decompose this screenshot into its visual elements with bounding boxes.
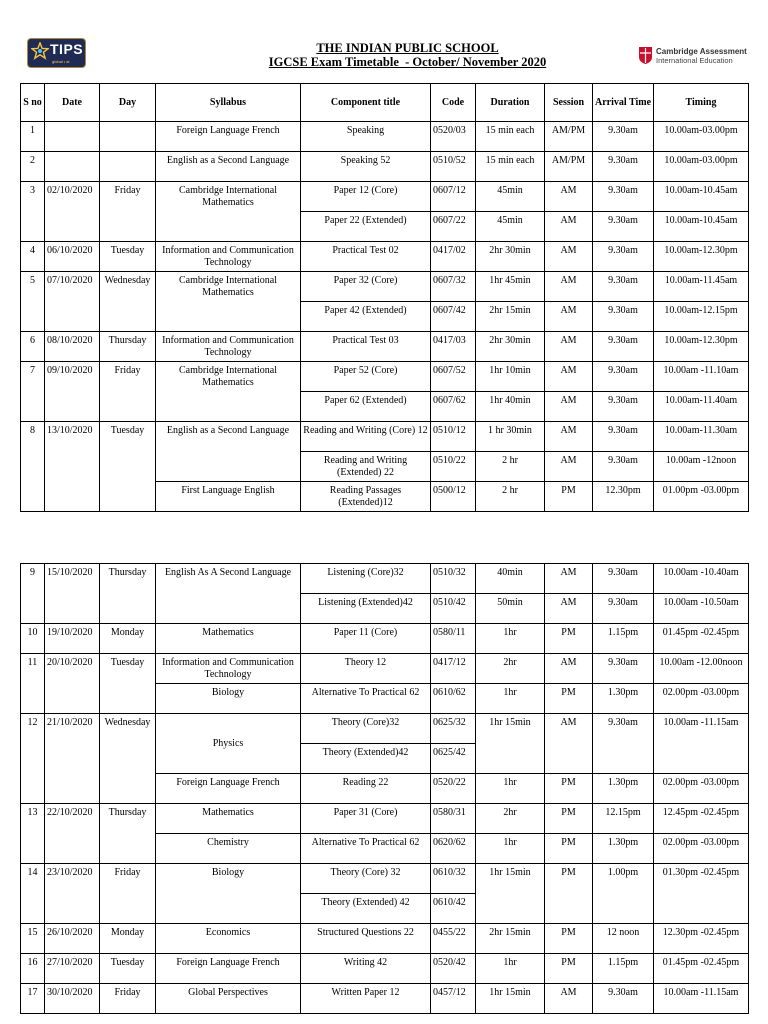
syllabus-cell: English as a Second Language [156, 422, 301, 482]
arrival-cell: 1.00pm [593, 864, 654, 924]
table-row [21, 654, 749, 684]
component-cell: Practical Test 02 [301, 242, 431, 272]
session-cell: AM [545, 212, 593, 242]
arrival-cell: 1.15pm [593, 954, 654, 984]
day-cell: Friday [100, 182, 156, 242]
date-cell: 09/10/2020 [45, 362, 100, 422]
arrival-cell: 9.30am [593, 272, 654, 302]
date-cell: 19/10/2020 [45, 624, 100, 654]
code-cell: 0500/12 [431, 482, 476, 512]
sno-cell: 13 [21, 804, 45, 864]
timing-cell: 10.00am -11.15am [654, 714, 749, 774]
col-header: Duration [476, 84, 545, 122]
code-cell: 0610/62 [431, 684, 476, 714]
date-cell: 08/10/2020 [45, 332, 100, 362]
syllabus-cell: Cambridge International Mathematics [156, 362, 301, 422]
code-cell: 0510/32 [431, 564, 476, 594]
arrival-cell: 9.30am [593, 332, 654, 362]
duration-cell: 1 hr 30min [476, 422, 545, 452]
sno-cell: 12 [21, 714, 45, 804]
syllabus-cell: English As A Second Language [156, 564, 301, 624]
col-header: S no [21, 84, 45, 122]
day-cell: Tuesday [100, 242, 156, 272]
timing-cell: 10.00am-03.00pm [654, 152, 749, 182]
arrival-cell: 9.30am [593, 242, 654, 272]
table-row [21, 804, 749, 834]
code-cell: 0625/32 [431, 714, 476, 744]
sno-cell: 8 [21, 422, 45, 512]
day-cell [100, 152, 156, 182]
code-cell: 0607/62 [431, 392, 476, 422]
duration-cell: 2 hr [476, 482, 545, 512]
table-row [21, 624, 749, 654]
table-row [21, 332, 749, 362]
syllabus-cell: Mathematics [156, 804, 301, 834]
day-cell: Monday [100, 924, 156, 954]
logo-subtext: global • ai [52, 59, 70, 64]
component-cell: Paper 22 (Extended) [301, 212, 431, 242]
component-cell: Writing 42 [301, 954, 431, 984]
duration-cell: 15 min each [476, 122, 545, 152]
timetable-part1 [20, 83, 749, 512]
duration-cell: 2hr 30min [476, 332, 545, 362]
timing-cell: 01.45pm -02.45pm [654, 954, 749, 984]
syllabus-cell: Foreign Language French [156, 122, 301, 152]
session-cell: AM [545, 714, 593, 774]
sno-cell: 3 [21, 182, 45, 242]
table-row [21, 924, 749, 954]
arrival-cell: 1.30pm [593, 684, 654, 714]
date-cell: 26/10/2020 [45, 924, 100, 954]
session-cell: AM/PM [545, 152, 593, 182]
timing-cell: 12.30pm -02.45pm [654, 924, 749, 954]
code-cell: 0620/62 [431, 834, 476, 864]
arrival-cell: 9.30am [593, 654, 654, 684]
timing-cell: 01.00pm -03.00pm [654, 482, 749, 512]
component-cell: Theory (Extended) 42 [301, 894, 431, 924]
sno-cell: 5 [21, 272, 45, 332]
col-header: Session [545, 84, 593, 122]
sno-cell: 7 [21, 362, 45, 422]
sno-cell: 1 [21, 122, 45, 152]
component-cell: Paper 31 (Core) [301, 804, 431, 834]
arrival-cell: 9.30am [593, 422, 654, 452]
session-cell: AM [545, 564, 593, 594]
code-cell: 0607/52 [431, 362, 476, 392]
code-cell: 0607/12 [431, 182, 476, 212]
date-cell: 07/10/2020 [45, 272, 100, 332]
session-cell: AM [545, 422, 593, 452]
component-cell: Paper 12 (Core) [301, 182, 431, 212]
col-header: Day [100, 84, 156, 122]
component-cell: Structured Questions 22 [301, 924, 431, 954]
sno-cell: 17 [21, 984, 45, 1014]
session-cell: PM [545, 864, 593, 924]
table-row [21, 152, 749, 182]
session-cell: PM [545, 482, 593, 512]
timing-cell: 01.30pm -02.45pm [654, 864, 749, 924]
syllabus-cell: Biology [156, 684, 301, 714]
sno-cell: 6 [21, 332, 45, 362]
component-cell: Speaking [301, 122, 431, 152]
duration-cell: 1hr 15min [476, 714, 545, 774]
table-row [21, 362, 749, 392]
arrival-cell: 9.30am [593, 564, 654, 594]
code-cell: 0520/42 [431, 954, 476, 984]
syllabus-cell: Physics [156, 714, 301, 774]
arrival-cell: 9.30am [593, 984, 654, 1014]
sno-cell: 14 [21, 864, 45, 924]
timing-cell: 10.00am -11.15am [654, 984, 749, 1014]
table-row [21, 242, 749, 272]
arrival-cell: 1.15pm [593, 624, 654, 654]
session-cell: AM [545, 272, 593, 302]
timing-cell: 10.00am -10.50am [654, 594, 749, 624]
school-name: THE INDIAN PUBLIC SCHOOL [316, 41, 499, 55]
session-cell: AM [545, 182, 593, 212]
arrival-cell: 9.30am [593, 452, 654, 482]
date-cell: 02/10/2020 [45, 182, 100, 242]
code-cell: 0520/03 [431, 122, 476, 152]
code-cell: 0510/12 [431, 422, 476, 452]
component-cell: Reading and Writing (Extended) 22 [301, 452, 431, 482]
code-cell: 0610/32 [431, 864, 476, 894]
table-row [21, 122, 749, 152]
table-row [21, 954, 749, 984]
timing-cell: 10.00am-11.45am [654, 272, 749, 302]
duration-cell: 1hr 40min [476, 392, 545, 422]
timing-cell: 10.00am -10.40am [654, 564, 749, 594]
date-cell [45, 122, 100, 152]
duration-cell: 2hr 15min [476, 302, 545, 332]
component-cell: Theory (Extended)42 [301, 744, 431, 774]
arrival-cell: 9.30am [593, 182, 654, 212]
arrival-cell: 9.30am [593, 392, 654, 422]
syllabus-cell: Foreign Language French [156, 954, 301, 984]
component-cell: Speaking 52 [301, 152, 431, 182]
component-cell: Reading 22 [301, 774, 431, 804]
date-cell: 21/10/2020 [45, 714, 100, 804]
timing-cell: 02.00pm -03.00pm [654, 834, 749, 864]
component-cell: Theory 12 [301, 654, 431, 684]
date-cell: 13/10/2020 [45, 422, 100, 512]
arrival-cell: 1.30pm [593, 834, 654, 864]
component-cell: Alternative To Practical 62 [301, 684, 431, 714]
session-cell: PM [545, 804, 593, 834]
syllabus-cell: Information and Communication Technology [156, 332, 301, 362]
day-cell: Tuesday [100, 954, 156, 984]
arrival-cell: 9.30am [593, 212, 654, 242]
arrival-cell: 12.15pm [593, 804, 654, 834]
session-cell: AM [545, 392, 593, 422]
timing-cell: 10.00am-12.15pm [654, 302, 749, 332]
table-row [21, 564, 749, 594]
timing-cell: 02.00pm -03.00pm [654, 774, 749, 804]
duration-cell: 1hr [476, 684, 545, 714]
date-cell: 27/10/2020 [45, 954, 100, 984]
code-cell: 0417/12 [431, 654, 476, 684]
component-cell: Reading Passages (Extended)12 [301, 482, 431, 512]
syllabus-cell: First Language English [156, 482, 301, 512]
logo-text: TIPS [50, 41, 84, 57]
timing-cell: 10.00am-11.30am [654, 422, 749, 452]
code-cell: 0607/42 [431, 302, 476, 332]
component-cell: Written Paper 12 [301, 984, 431, 1014]
star-icon [31, 42, 49, 60]
arrival-cell: 9.30am [593, 714, 654, 774]
date-cell [45, 152, 100, 182]
timing-cell: 02.00pm -03.00pm [654, 684, 749, 714]
duration-cell: 1hr [476, 624, 545, 654]
table-row [21, 182, 749, 212]
syllabus-cell: Chemistry [156, 834, 301, 864]
duration-cell: 1hr [476, 834, 545, 864]
syllabus-cell: Cambridge International Mathematics [156, 272, 301, 332]
arrival-cell: 9.30am [593, 362, 654, 392]
duration-cell: 15 min each [476, 152, 545, 182]
document-header [230, 41, 585, 69]
code-cell: 0417/03 [431, 332, 476, 362]
session-cell: AM [545, 332, 593, 362]
syllabus-cell: Information and Communication Technology [156, 654, 301, 684]
day-cell: Friday [100, 362, 156, 422]
sno-cell: 16 [21, 954, 45, 984]
syllabus-cell: Information and Communication Technology [156, 242, 301, 272]
arrival-cell: 1.30pm [593, 774, 654, 804]
timing-cell: 10.00am -12.00noon [654, 654, 749, 684]
col-header: Code [431, 84, 476, 122]
day-cell: Wednesday [100, 714, 156, 804]
code-cell: 0510/52 [431, 152, 476, 182]
date-cell: 06/10/2020 [45, 242, 100, 272]
duration-cell: 1hr 10min [476, 362, 545, 392]
table-row [21, 864, 749, 894]
duration-cell: 40min [476, 564, 545, 594]
arrival-cell: 9.30am [593, 152, 654, 182]
date-cell: 23/10/2020 [45, 864, 100, 924]
arrival-cell: 12 noon [593, 924, 654, 954]
session-cell: PM [545, 624, 593, 654]
component-cell: Listening (Core)32 [301, 564, 431, 594]
sno-cell: 15 [21, 924, 45, 954]
timing-cell: 10.00am-10.45am [654, 182, 749, 212]
duration-cell: 1hr 15min [476, 984, 545, 1014]
table-row [21, 984, 749, 1014]
component-cell: Paper 62 (Extended) [301, 392, 431, 422]
component-cell: Paper 32 (Core) [301, 272, 431, 302]
duration-cell: 2hr 15min [476, 924, 545, 954]
syllabus-cell: Mathematics [156, 624, 301, 654]
component-cell: Paper 11 (Core) [301, 624, 431, 654]
session-cell: AM/PM [545, 122, 593, 152]
duration-cell: 2hr [476, 804, 545, 834]
arrival-cell: 9.30am [593, 302, 654, 332]
sno-cell: 11 [21, 654, 45, 714]
timing-cell: 10.00am-11.40am [654, 392, 749, 422]
col-header: Timing [654, 84, 749, 122]
code-cell: 0580/11 [431, 624, 476, 654]
col-header: Arrival Time [593, 84, 654, 122]
code-cell: 0510/22 [431, 452, 476, 482]
duration-cell: 2hr [476, 654, 545, 684]
cambridge-line2: International Education [656, 56, 733, 65]
component-cell: Paper 52 (Core) [301, 362, 431, 392]
session-cell: PM [545, 774, 593, 804]
duration-cell: 45min [476, 182, 545, 212]
header-row [21, 84, 749, 122]
arrival-cell: 12.30pm [593, 482, 654, 512]
day-cell: Monday [100, 624, 156, 654]
session-cell: AM [545, 302, 593, 332]
shield-icon [639, 47, 652, 64]
timetable-part2 [20, 563, 749, 1014]
session-cell: AM [545, 242, 593, 272]
day-cell: Friday [100, 984, 156, 1014]
timing-cell: 01.45pm -02.45pm [654, 624, 749, 654]
component-cell: Paper 42 (Extended) [301, 302, 431, 332]
timing-cell: 10.00am-12.30pm [654, 332, 749, 362]
cambridge-logo [639, 47, 749, 67]
session-cell: AM [545, 452, 593, 482]
session-cell: AM [545, 984, 593, 1014]
component-cell: Theory (Core)32 [301, 714, 431, 744]
timing-cell: 10.00am-12.30pm [654, 242, 749, 272]
syllabus-cell: English as a Second Language [156, 152, 301, 182]
code-cell: 0607/32 [431, 272, 476, 302]
timing-cell: 10.00am -12noon [654, 452, 749, 482]
syllabus-cell: Global Perspectives [156, 984, 301, 1014]
sno-cell: 10 [21, 624, 45, 654]
component-cell: Reading and Writing (Core) 12 [301, 422, 431, 452]
session-cell: AM [545, 654, 593, 684]
duration-cell: 50min [476, 594, 545, 624]
code-cell: 0580/31 [431, 804, 476, 834]
day-cell: Friday [100, 864, 156, 924]
duration-cell: 1hr [476, 954, 545, 984]
code-cell: 0625/42 [431, 744, 476, 774]
session-cell: PM [545, 684, 593, 714]
col-header: Component title [301, 84, 431, 122]
session-cell: AM [545, 362, 593, 392]
col-header: Date [45, 84, 100, 122]
syllabus-cell: Economics [156, 924, 301, 954]
component-cell: Listening (Extended)42 [301, 594, 431, 624]
table-row [21, 714, 749, 744]
duration-cell: 2 hr [476, 452, 545, 482]
day-cell: Tuesday [100, 654, 156, 714]
duration-cell: 45min [476, 212, 545, 242]
code-cell: 0520/22 [431, 774, 476, 804]
component-cell: Alternative To Practical 62 [301, 834, 431, 864]
syllabus-cell: Biology [156, 864, 301, 924]
sno-cell: 4 [21, 242, 45, 272]
code-cell: 0607/22 [431, 212, 476, 242]
date-cell: 30/10/2020 [45, 984, 100, 1014]
cambridge-line1: Cambridge Assessment [656, 47, 747, 56]
syllabus-cell: Cambridge International Mathematics [156, 182, 301, 242]
day-cell: Wednesday [100, 272, 156, 332]
session-cell: PM [545, 954, 593, 984]
code-cell: 0610/42 [431, 894, 476, 924]
duration-cell: 2hr 30min [476, 242, 545, 272]
day-cell: Thursday [100, 564, 156, 624]
tips-logo [27, 38, 86, 68]
component-cell: Theory (Core) 32 [301, 864, 431, 894]
date-cell: 22/10/2020 [45, 804, 100, 864]
table-row [21, 422, 749, 452]
duration-cell: 1hr [476, 774, 545, 804]
timing-cell: 12.45pm -02.45pm [654, 804, 749, 834]
document-title: IGCSE Exam Timetable - October/ November 2020 [268, 55, 547, 69]
session-cell: PM [545, 924, 593, 954]
code-cell: 0417/02 [431, 242, 476, 272]
timing-cell: 10.00am-03.00pm [654, 122, 749, 152]
sno-cell: 2 [21, 152, 45, 182]
timing-cell: 10.00am-10.45am [654, 212, 749, 242]
day-cell: Thursday [100, 332, 156, 362]
timing-cell: 10.00am -11.10am [654, 362, 749, 392]
arrival-cell: 9.30am [593, 122, 654, 152]
col-header: Syllabus [156, 84, 301, 122]
duration-cell: 1hr 15min [476, 864, 545, 924]
sno-cell: 9 [21, 564, 45, 624]
day-cell: Thursday [100, 804, 156, 864]
duration-cell: 1hr 45min [476, 272, 545, 302]
session-cell: PM [545, 834, 593, 864]
date-cell: 15/10/2020 [45, 564, 100, 624]
table-row [21, 272, 749, 302]
component-cell: Practical Test 03 [301, 332, 431, 362]
syllabus-cell: Foreign Language French [156, 774, 301, 804]
day-cell: Tuesday [100, 422, 156, 512]
session-cell: AM [545, 594, 593, 624]
code-cell: 0455/22 [431, 924, 476, 954]
code-cell: 0510/42 [431, 594, 476, 624]
day-cell [100, 122, 156, 152]
date-cell: 20/10/2020 [45, 654, 100, 714]
code-cell: 0457/12 [431, 984, 476, 1014]
arrival-cell: 9.30am [593, 594, 654, 624]
